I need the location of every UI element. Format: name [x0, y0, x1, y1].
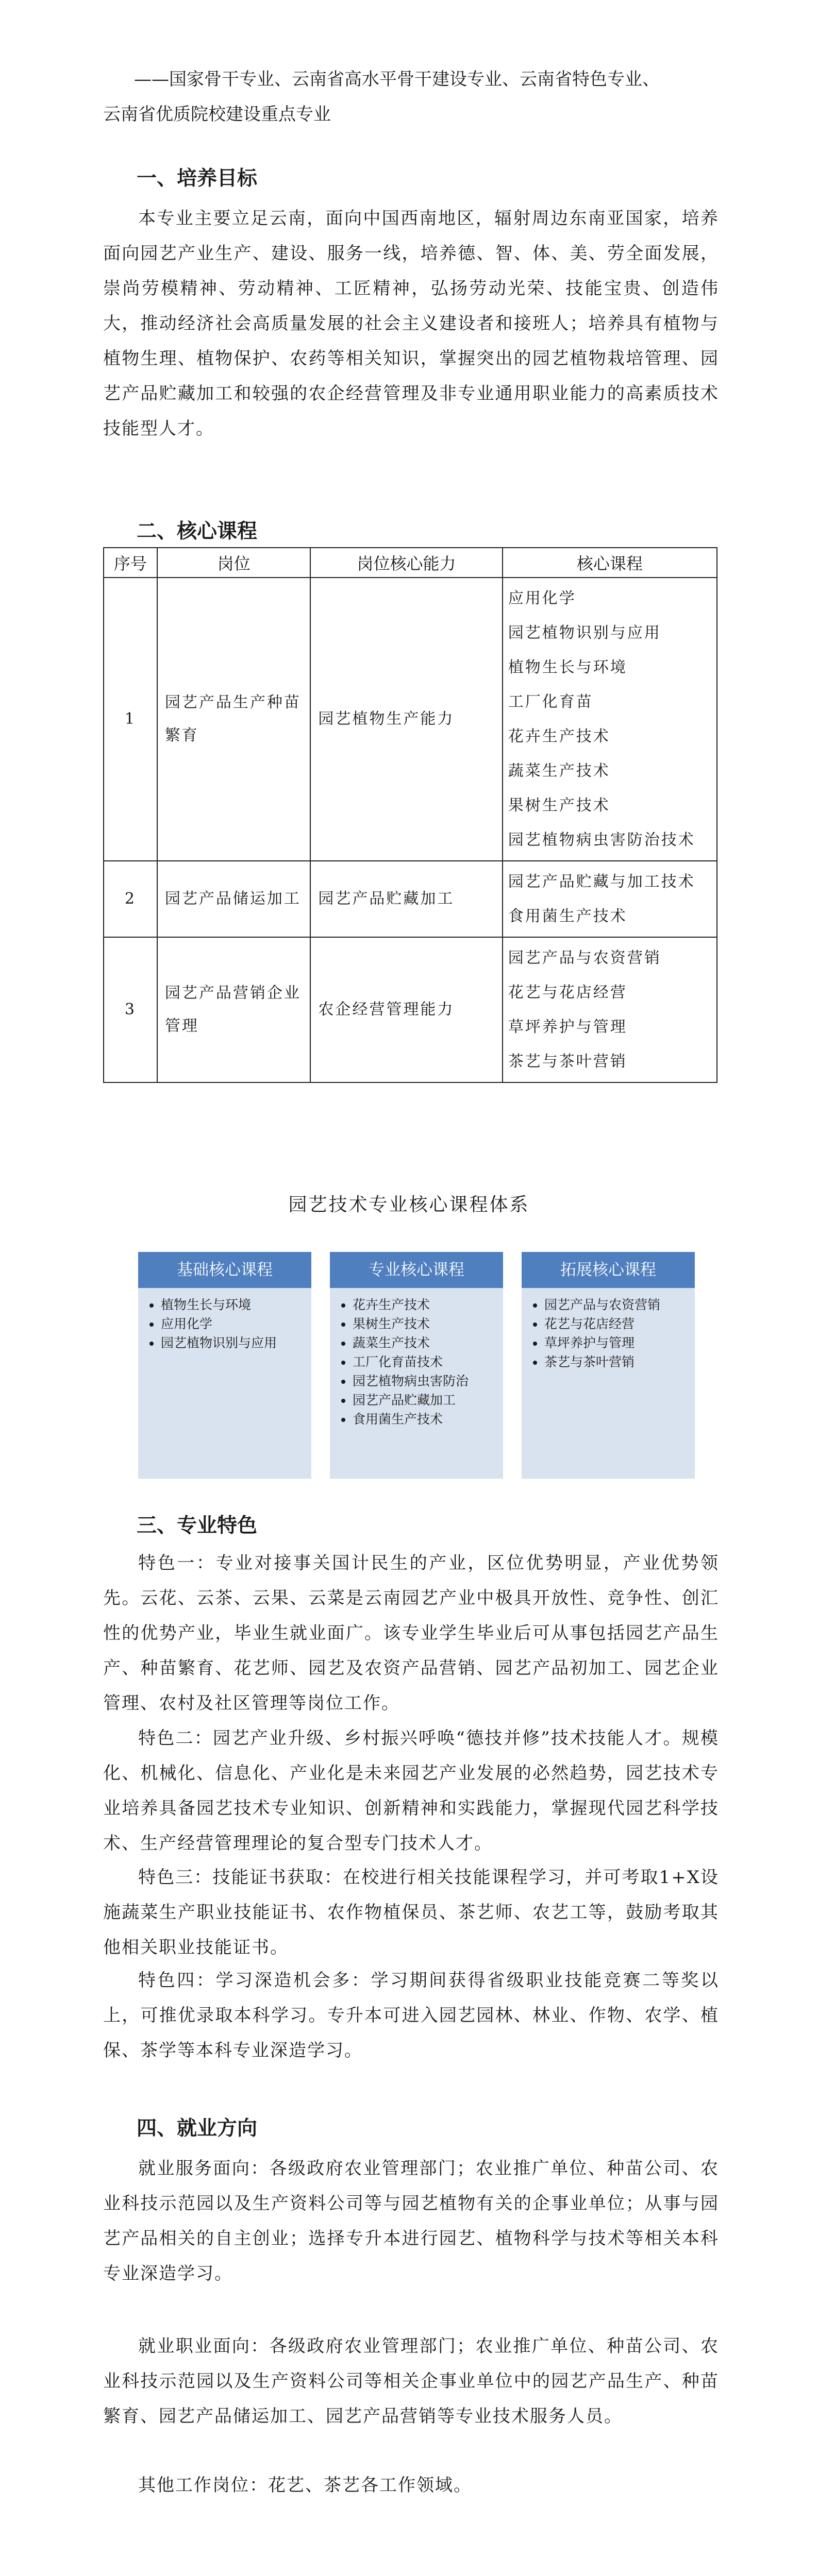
basic-core-course-box: [138, 1252, 311, 1479]
list-item: • 花艺与花店经营: [544, 1314, 688, 1333]
course-item: 工厂化育苗: [508, 693, 593, 711]
list-item: • 园艺植物病虫害防治: [353, 1371, 496, 1391]
row-courses: [503, 578, 717, 861]
list-item: • 茶艺与茶叶营销: [544, 1352, 688, 1371]
list-item: • 蔬菜生产技术: [353, 1333, 496, 1352]
employment-paragraph-3: 其他工作岗位：花艺、茶艺各工作领域。: [138, 2475, 472, 2496]
course-item: 花卉生产技术: [508, 727, 610, 745]
box-list: [138, 1295, 311, 1352]
row-no: 3: [104, 937, 157, 1082]
course-item: 应用化学: [508, 589, 576, 607]
feature-paragraph-4: 特色四：学习深造机会多：学习期间获得省级职业技能竞赛二等奖以上，可推优录取本科学习。专升本可进入园艺园林、林业、作物、农学、植保、茶学等本科专业深造学习。: [103, 1970, 719, 2061]
box-list: [522, 1295, 695, 1371]
table-row: [104, 937, 717, 1082]
course-item: 园艺产品贮藏与加工技术: [508, 873, 695, 891]
box-header: 专业核心课程: [330, 1252, 503, 1288]
row-courses: [503, 861, 717, 937]
feature-paragraph-3: 特色三：技能证书获取：在校进行相关技能课程学习，并可考取1+X设施蔬菜生产职业技能证书、农作物植保员、茶艺师、农艺工等，鼓励考取其他相关职业技能证书。: [103, 1867, 719, 1958]
list-item: • 园艺产品与农资营销: [544, 1295, 688, 1314]
course-item: 蔬菜生产技术: [508, 762, 610, 780]
course-item: 园艺植物识别与应用: [508, 624, 661, 642]
intro-heading: [103, 62, 722, 132]
list-item: • 应用化学: [161, 1314, 304, 1333]
list-item: • 花卉生产技术: [353, 1295, 496, 1314]
row-post: 园艺产品营销企业管理: [157, 937, 311, 1082]
course-item: 花艺与花店经营: [508, 984, 627, 1002]
header-ability: 岗位核心能力: [310, 548, 502, 578]
intro-line-2: 云南省优质院校建设重点专业: [103, 104, 331, 125]
section-title-features: 三、专业特色: [137, 1514, 258, 1537]
course-item: 茶艺与茶叶营销: [508, 1053, 627, 1071]
list-item: • 果树生产技术: [353, 1314, 496, 1333]
table-row: [104, 578, 717, 861]
professional-core-course-box: [330, 1252, 503, 1479]
row-no: 1: [104, 578, 157, 861]
employment-paragraph-1: 就业服务面向：各级政府农业管理部门；农业推广单位、种苗公司、农业科技示范园以及生产资料公司等与园艺植物有关的企事业单位；从事与园艺产品相关的自主创业；选择专升本进行园艺、植物科学与技术等相关本科专业深造学习。: [103, 2158, 719, 2284]
row-ability: 园艺植物生产能力: [310, 578, 502, 861]
course-system-title: 园艺技术专业核心课程体系: [288, 1194, 530, 1215]
box-header: 基础核心课程: [138, 1252, 311, 1288]
feature-paragraph-2: 特色二：园艺产业升级、乡村振兴呼唤“德技并修”技术技能人才。规模化、机械化、信息化、产业化是未来园艺产业发展的必然趋势，园艺技术专业培养具备园艺技术专业知识、创新精神和实践能力，掌握现代园艺科学技术、生产经营管理理论的复合型专门技术人才。: [103, 1728, 719, 1854]
list-item: • 草坪养护与管理: [544, 1333, 688, 1352]
row-courses: [503, 937, 717, 1082]
feature-paragraph-1: 特色一：专业对接事关国计民生的产业，区位优势明显，产业优势领先。云花、云茶、云果、云菜是云南园艺产业中极具开放性、竞争性、创汇性的优势产业，毕业生就业面广。该专业学生毕业后可从事包括园艺产品生产、种苗繁育、花艺师、园艺及农资产品营销、园艺产品初加工、园艺企业管理、农村及社区管理等岗位工作。: [103, 1553, 719, 1714]
course-item: 园艺植物病虫害防治技术: [508, 831, 695, 849]
section-title-core-courses: 二、核心课程: [137, 520, 258, 543]
list-item: • 园艺植物识别与应用: [161, 1333, 304, 1352]
intro-line-1: ——国家骨干专业、云南省高水平骨干建设专业、云南省特色专业、: [134, 69, 660, 90]
list-item: • 工厂化育苗技术: [353, 1352, 496, 1371]
list-item: • 植物生长与环境: [161, 1295, 304, 1314]
box-list: [330, 1295, 503, 1429]
section-title-training-goal: 一、培养目标: [137, 167, 258, 190]
core-course-table: [103, 547, 717, 1083]
course-item: 园艺产品与农资营销: [508, 949, 661, 967]
box-header: 拓展核心课程: [522, 1252, 695, 1288]
list-item: • 食用菌生产技术: [353, 1410, 496, 1429]
training-goal-paragraph: 本专业主要立足云南，面向中国西南地区，辐射周边东南亚国家，培养面向园艺产业生产、建设、服务一线，培养德、智、体、美、劳全面发展，崇尚劳模精神、劳动精神、工匠精神，弘扬劳动光荣、技能宝贵、创造伟大，推动经济社会高质量发展的社会主义建设者和接班人；培养具有植物与植物生理、植物保护、农药等相关知识，掌握突出的园艺植物栽培管理、园艺产品贮藏加工和较强的农企经营管理及非专业通用职业能力的高素质技术技能型人才。: [103, 208, 719, 439]
course-item: 植物生长与环境: [508, 658, 627, 676]
table-row: [104, 861, 717, 937]
row-no: 2: [104, 861, 157, 937]
employment-paragraph-2: 就业职业面向：各级政府农业管理部门；农业推广单位、种苗公司、农业科技示范园以及生产资料公司等相关企事业单位中的园艺产品生产、种苗繁育、园艺产品储运加工、园艺产品营销等专业技术服务人员。: [103, 2336, 719, 2427]
row-ability: 园艺产品贮藏加工: [310, 861, 502, 937]
course-item: 果树生产技术: [508, 796, 610, 815]
row-post: 园艺产品储运加工: [157, 861, 311, 937]
row-post: 园艺产品生产种苗繁育: [157, 578, 311, 861]
course-item: 食用菌生产技术: [508, 907, 627, 925]
header-no: 序号: [104, 548, 157, 578]
section-title-employment: 四、就业方向: [137, 2117, 258, 2140]
table-header-row: [104, 548, 717, 578]
header-post: 岗位: [157, 548, 311, 578]
extended-core-course-box: [522, 1252, 695, 1479]
course-item: 草坪养护与管理: [508, 1018, 627, 1036]
row-ability: 农企经营管理能力: [310, 937, 502, 1082]
list-item: • 园艺产品贮藏加工: [353, 1391, 496, 1410]
header-courses: 核心课程: [503, 548, 717, 578]
